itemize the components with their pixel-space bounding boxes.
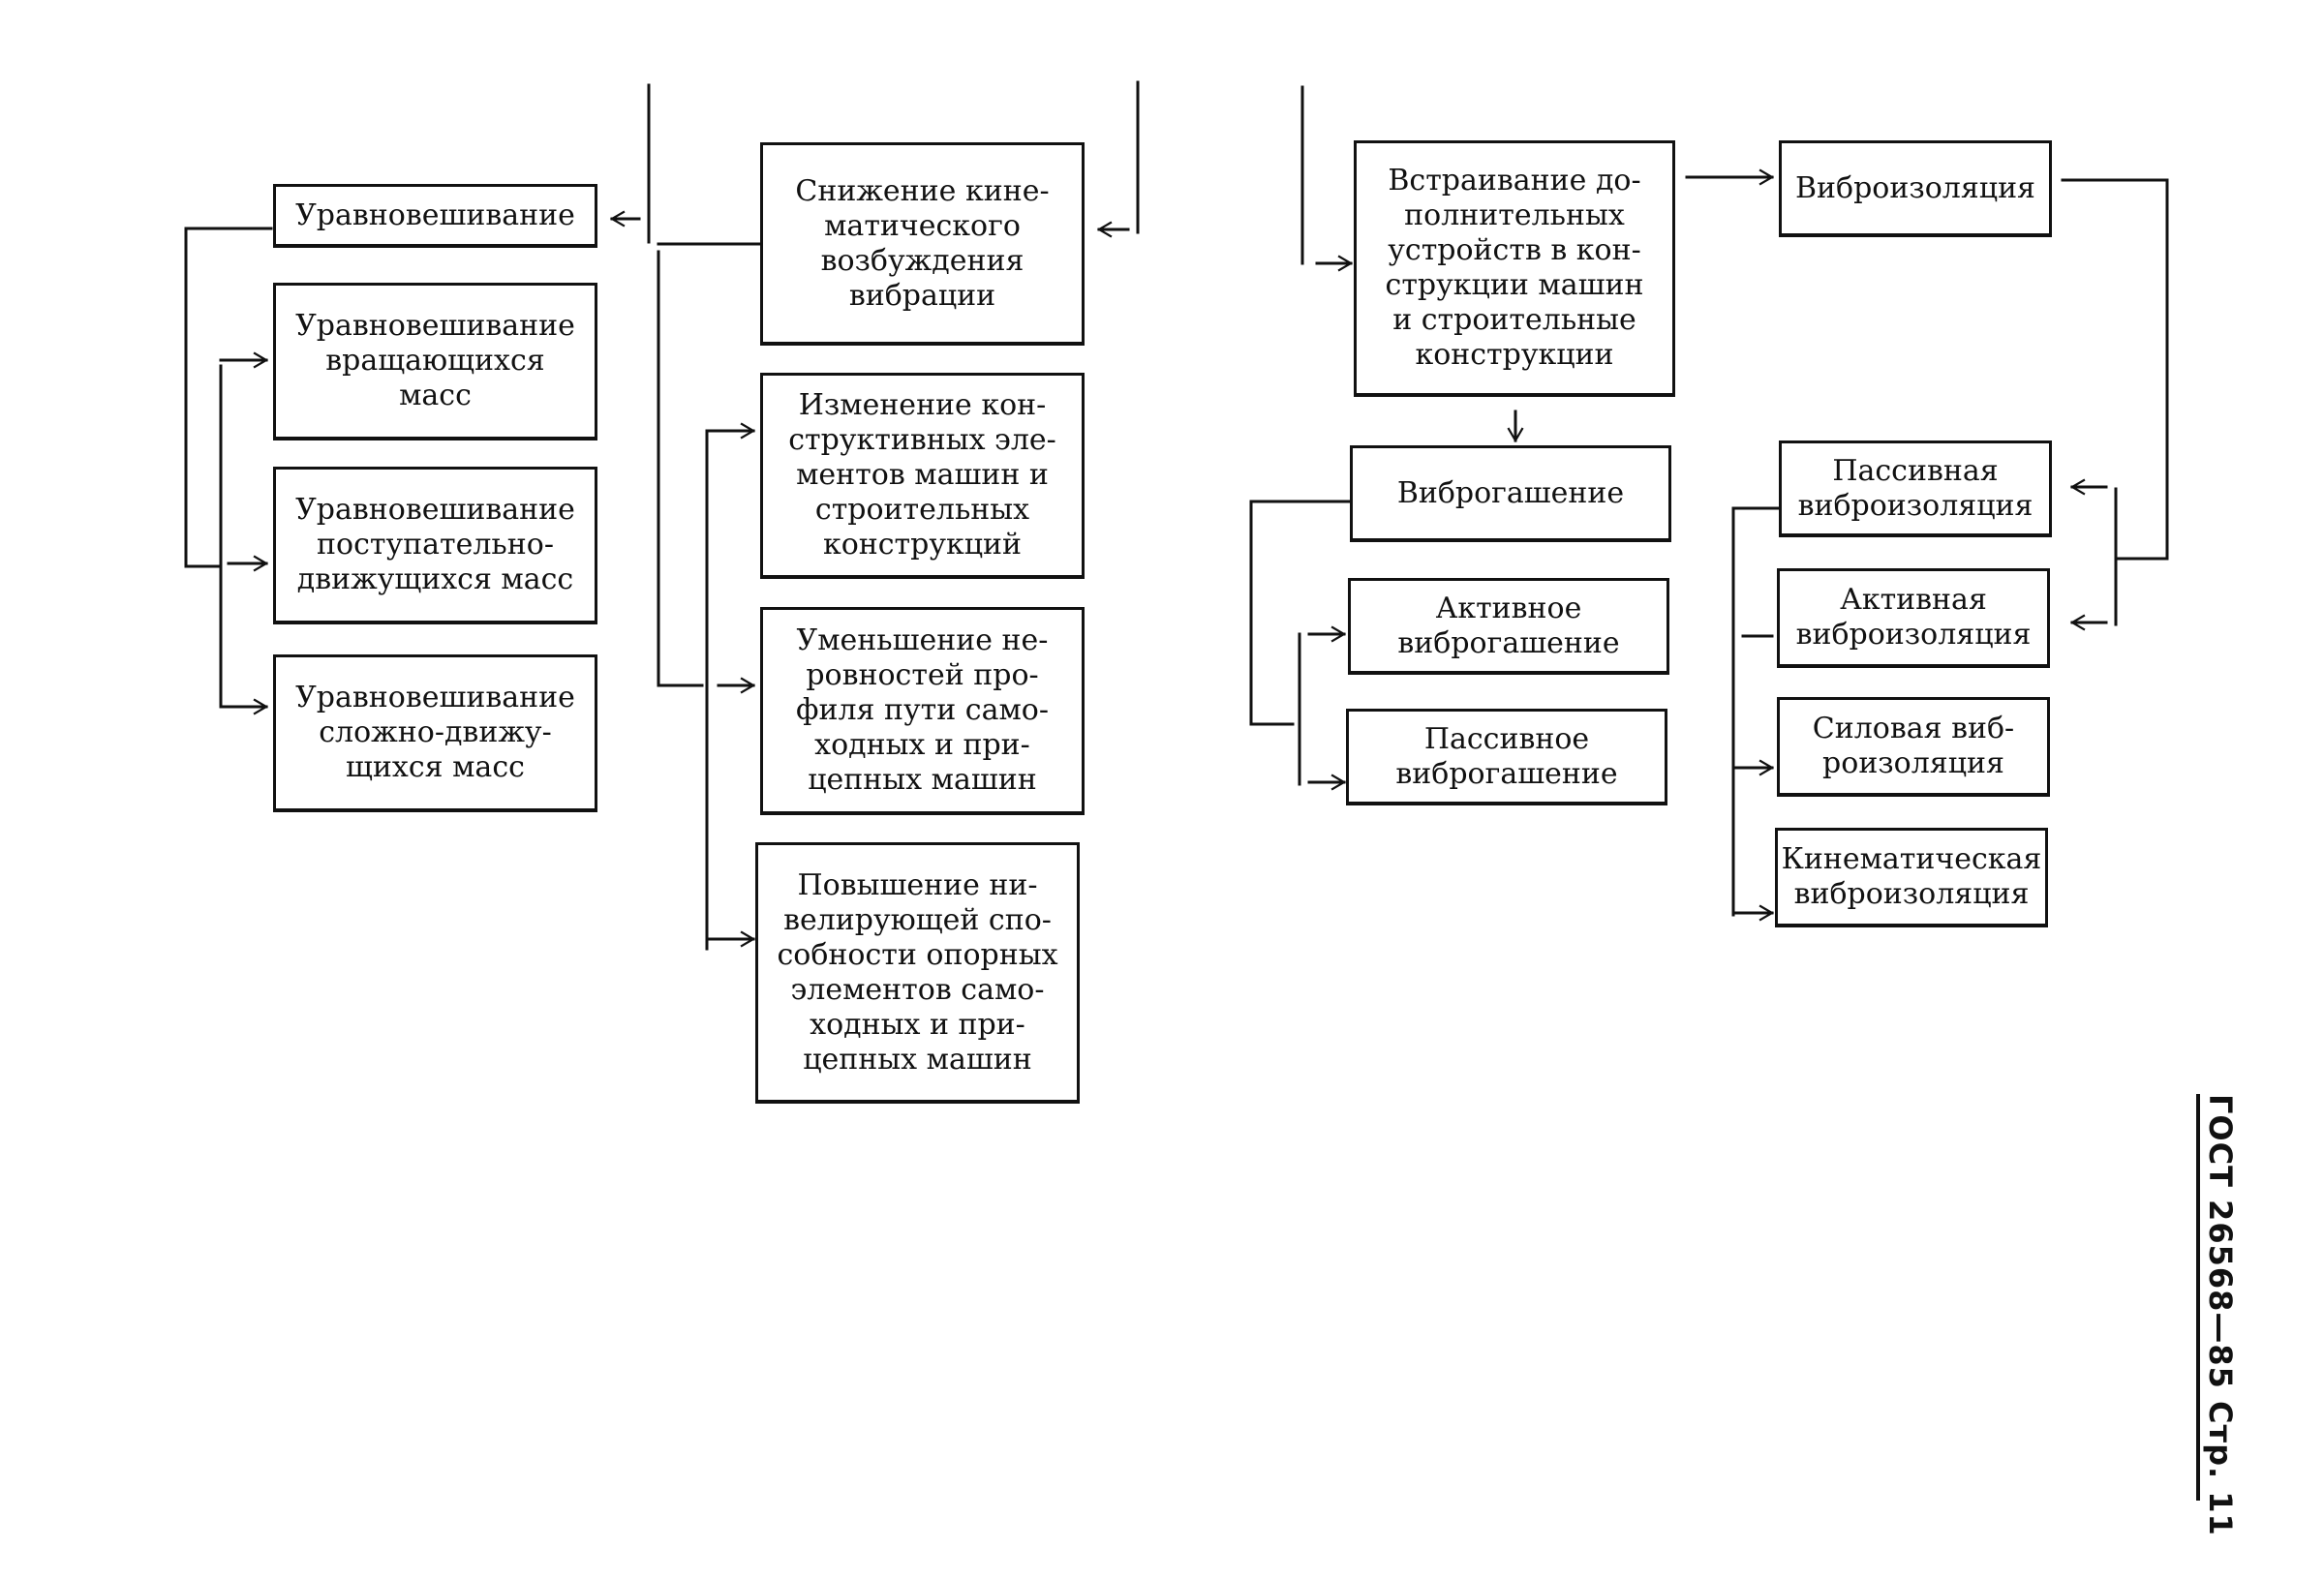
node-force-isolation <box>1777 697 2050 797</box>
node-vibration-damping <box>1350 445 1671 542</box>
node-label: Активная виброизоляция <box>1795 583 2032 652</box>
node-label: Повышение ни- велирующей спо- собности опорных элементов само- ходных и при- цепных машин <box>777 867 1058 1077</box>
node-label: Пассивная виброизоляция <box>1797 453 2034 523</box>
node-active-damping <box>1348 578 1669 675</box>
node-vibration-isolation <box>1779 140 2052 237</box>
node-balancing-rotating <box>273 283 597 440</box>
node-label: Изменение кон- структивных эле- ментов машин и строительных конструкций <box>788 388 1056 562</box>
node-label: Снижение кине- матического возбуждения вибрации <box>795 173 1050 313</box>
node-label: Виброгашение <box>1396 475 1625 510</box>
node-kinematic-isolation <box>1775 828 2048 927</box>
node-label: Уравновешивание поступательно- движущихся масс <box>295 493 575 596</box>
node-passive-isolation <box>1779 440 2052 537</box>
node-label: Уравновешивание вращающихся масс <box>295 309 575 412</box>
page-label-block <box>2196 1094 2254 1536</box>
node-embedding-devices <box>1354 140 1675 397</box>
node-balancing-translational <box>273 467 597 624</box>
node-label: Уравновешивание <box>295 197 575 232</box>
node-label: Встраивание до- полнительных устройств в кон- струкции машин и строительные конструкции <box>1385 164 1644 372</box>
node-balancing-complex <box>273 654 597 812</box>
node-label: Активное виброгашение <box>1397 591 1620 660</box>
node-change-structural <box>760 373 1085 579</box>
node-label: Уменьшение не- ровностей про- филя пути само- ходных и при- цепных машин <box>796 623 1049 797</box>
node-active-isolation <box>1777 568 2050 668</box>
node-label: Силовая виб- роизоляция <box>1812 712 2015 780</box>
node-label: Виброизоляция <box>1795 170 2035 205</box>
node-label: Кинематическая виброизоляция <box>1781 842 2042 911</box>
node-reduce-kinematic <box>760 142 1085 346</box>
node-increase-leveling <box>755 842 1080 1104</box>
page-label-rule <box>2196 1094 2200 1501</box>
node-label: Уравновешивание сложно-движу- щихся масс <box>295 681 575 784</box>
node-label: Пассивное виброгашение <box>1395 721 1618 791</box>
node-passive-damping <box>1346 709 1667 805</box>
page-label: ГОСТ 26568—85 Стр. 11 <box>2202 1094 2239 1536</box>
node-reduce-unevenness <box>760 607 1085 815</box>
node-balancing <box>273 184 597 248</box>
